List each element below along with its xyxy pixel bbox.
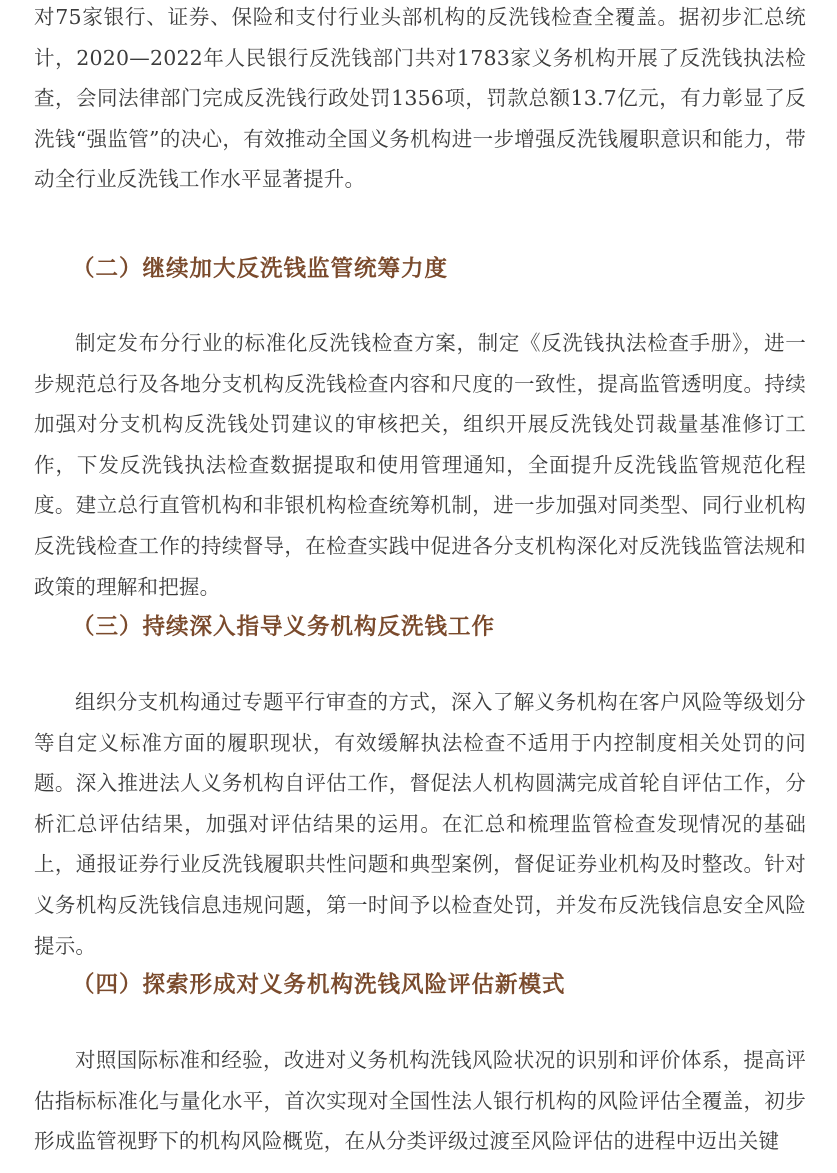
body-paragraph-3: 组织分支机构通过专题平行审查的方式，深入了解义务机构在客户风险等级划分等自定义标准方面的履职现状，有效缓解执法检查不适用于内控制度相关处罚的问题。深入推进法人义务机构自评估工作，督促法人机构圆满完成首轮自评估工作，分析汇总评估结果，加强对评估结果的运用。在汇总和梳理监管检查发现情况的基础上，通报证券行业反洗钱履职共性问题和典型案例，督促证券业机构及时整改。针对义务机构反洗钱信息违规问题，第一时间予以检查处罚，并发布反洗钱信息安全风险提示。: [34, 690, 806, 958]
section-heading-4: （四）探索形成对义务机构洗钱风险评估新模式: [72, 972, 566, 998]
body-paragraph-4: 对照国际标准和经验，改进对义务机构洗钱风险状况的识别和评价体系，提高评估指标标准化与量化水平，首次实现对全国性法人银行机构的风险评估全覆盖，初步形成监管视野下的机构风险概览，在从分类评级过渡至风险评估的进程中迈出关键: [34, 1048, 806, 1154]
section-heading-2: （二）继续加大反洗钱监管统筹力度: [72, 256, 449, 282]
body-paragraph-2: 制定发布分行业的标准化反洗钱检查方案，制定《反洗钱执法检查手册》，进一步规范总行及各地分支机构反洗钱检查内容和尺度的一致性，提高监管透明度。持续加强对分支机构反洗钱处罚建议的审核把关，组织开展反洗钱处罚裁量基准修订工作，下发反洗钱执法检查数据提取和使用管理通知，全面提升反洗钱监管规范化程度。建立总行直管机构和非银机构检查统筹机制，进一步加强对同类型、同行业机构反洗钱检查工作的持续督导，在检查实践中促进各分支机构深化对反洗钱监管法规和政策的理解和把握。: [34, 331, 806, 599]
body-paragraph-1: 对75家银行、证券、保险和支付行业头部机构的反洗钱检查全覆盖。据初步汇总统计，2020—2022年人民银行反洗钱部门共对1783家义务机构开展了反洗钱执法检查，会同法律部门完成反洗钱行政处罚1356项，罚款总额13.7亿元，有力彰显了反洗钱“强监管”的决心，有效推动全国义务机构进一步增强反洗钱履职意识和能力，带动全行业反洗钱工作水平显著提升。: [34, 5, 806, 192]
section-heading-3: （三）持续深入指导义务机构反洗钱工作: [72, 614, 496, 640]
